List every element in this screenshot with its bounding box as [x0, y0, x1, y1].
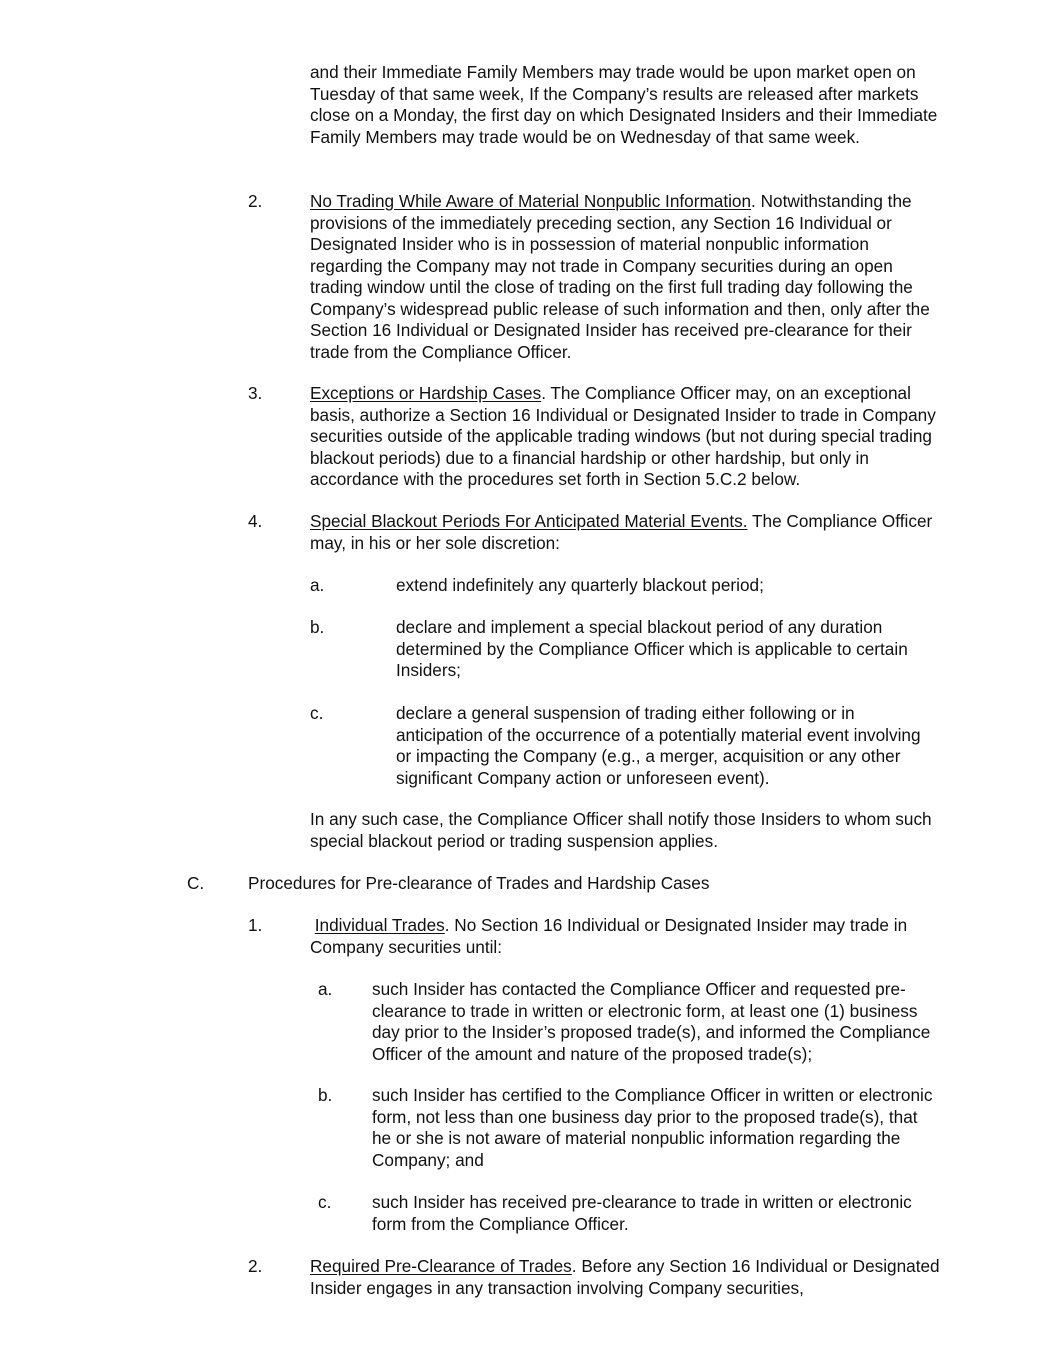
c-item-2-number: 2.: [248, 1256, 263, 1276]
c-item-1-sub-c-letter: c.: [318, 1192, 332, 1212]
item-4-sub-b-text: declare and implement a special blackout period of any duration determined by the Compliance Officer which is applicable to certain Insiders;: [396, 617, 908, 680]
c-item-1-body: . No Section 16 Individual or Designated Insider may trade in Company securities until:: [310, 915, 908, 957]
item-2-heading: No Trading While Aware of Material Nonpublic Information: [310, 191, 752, 211]
c-item-2-body: . Before any Section 16 Individual or Designated Insider engages in any transaction involving Company securities,: [310, 1256, 940, 1298]
item-4-body: The Compliance Officer may, in his or her sole discretion:: [310, 511, 933, 553]
item-2-body: . Notwithstanding the provisions of the immediately preceding section, any Section 16 Individual or Designated Insider who is in possession of material nonpublic information regarding the Company may not trade in Company securities during an open trading window until the close of trading on the first full trading day following the Company’s widespread public release of such information and then, only after the Section 16 Individual or Designated Insider has received pre-clearance for their trade from the Compliance Officer.: [310, 191, 930, 362]
intro-paragraph: and their Immediate Family Members may trade would be upon market open on Tuesday of that same week, If the Company’s results are released after markets close on a Monday, the first day on which Designated Insiders and their Immediate Family Members may trade would be on Wednesday of that same week.: [310, 62, 938, 147]
item-4-closing: In any such case, the Compliance Officer shall notify those Insiders to whom such special blackout period or trading suspension applies.: [310, 809, 932, 851]
c-item-1-sub-b-text: such Insider has certified to the Compliance Officer in written or electronic form, not less than one business day prior to the proposed trade(s), that he or she is not aware of material nonpublic information regarding the Company; and: [372, 1085, 933, 1170]
c-item-1-heading: Individual Trades: [314, 915, 445, 935]
item-3-heading: Exceptions or Hardship Cases: [310, 383, 542, 403]
item-4-sub-a-text: extend indefinitely any quarterly blackout period;: [396, 575, 764, 595]
item-4-sub-a-letter: a.: [310, 575, 325, 595]
item-4-heading: Special Blackout Periods For Anticipated Material Events.: [310, 511, 748, 531]
section-c-title: Procedures for Pre-clearance of Trades and Hardship Cases: [248, 873, 710, 893]
c-item-2-paragraph: [310, 1256, 940, 1299]
item-3-number: 3.: [248, 383, 263, 403]
c-item-1-sub-b-letter: b.: [318, 1085, 333, 1105]
item-3-body: . The Compliance Officer may, on an exceptional basis, authorize a Section 16 Individual or Designated Insider to trade in Company securities outside of the applicable trading windows (but not during special trading blackout periods) due to a financial hardship or other hardship, but only in accordance with the procedures set forth in Section 5.C.2 below.: [310, 383, 936, 489]
item-2-paragraph: [310, 191, 940, 363]
c-item-1-sub-a-letter: a.: [318, 979, 333, 999]
c-item-1-paragraph: [310, 915, 940, 958]
section-c-letter: C.: [187, 873, 205, 893]
c-item-1-number: 1.: [248, 915, 263, 935]
item-4-paragraph: [310, 511, 940, 554]
item-4-sub-c-text: declare a general suspension of trading either following or in anticipation of the occurrence of a potentially material event involving or impacting the Company (e.g., a merger, acquisition or any other significant Company action or unforeseen event).: [396, 703, 921, 788]
item-4-number: 4.: [248, 511, 263, 531]
c-item-1-sub-c-text: such Insider has received pre-clearance to trade in written or electronic form from the Compliance Officer.: [372, 1192, 912, 1234]
item-3-paragraph: [310, 383, 940, 491]
item-4-sub-c-letter: c.: [310, 703, 324, 723]
item-4-sub-b-letter: b.: [310, 617, 325, 637]
c-item-1-sub-a-text: such Insider has contacted the Compliance Officer and requested pre-clearance to trade in written or electronic form, at least one (1) business day prior to the Insider’s proposed trade(s), and informed the Compliance Officer of the amount and nature of the proposed trade(s);: [372, 979, 931, 1064]
item-2-number: 2.: [248, 191, 263, 211]
c-item-2-heading: Required Pre-Clearance of Trades: [310, 1256, 572, 1276]
